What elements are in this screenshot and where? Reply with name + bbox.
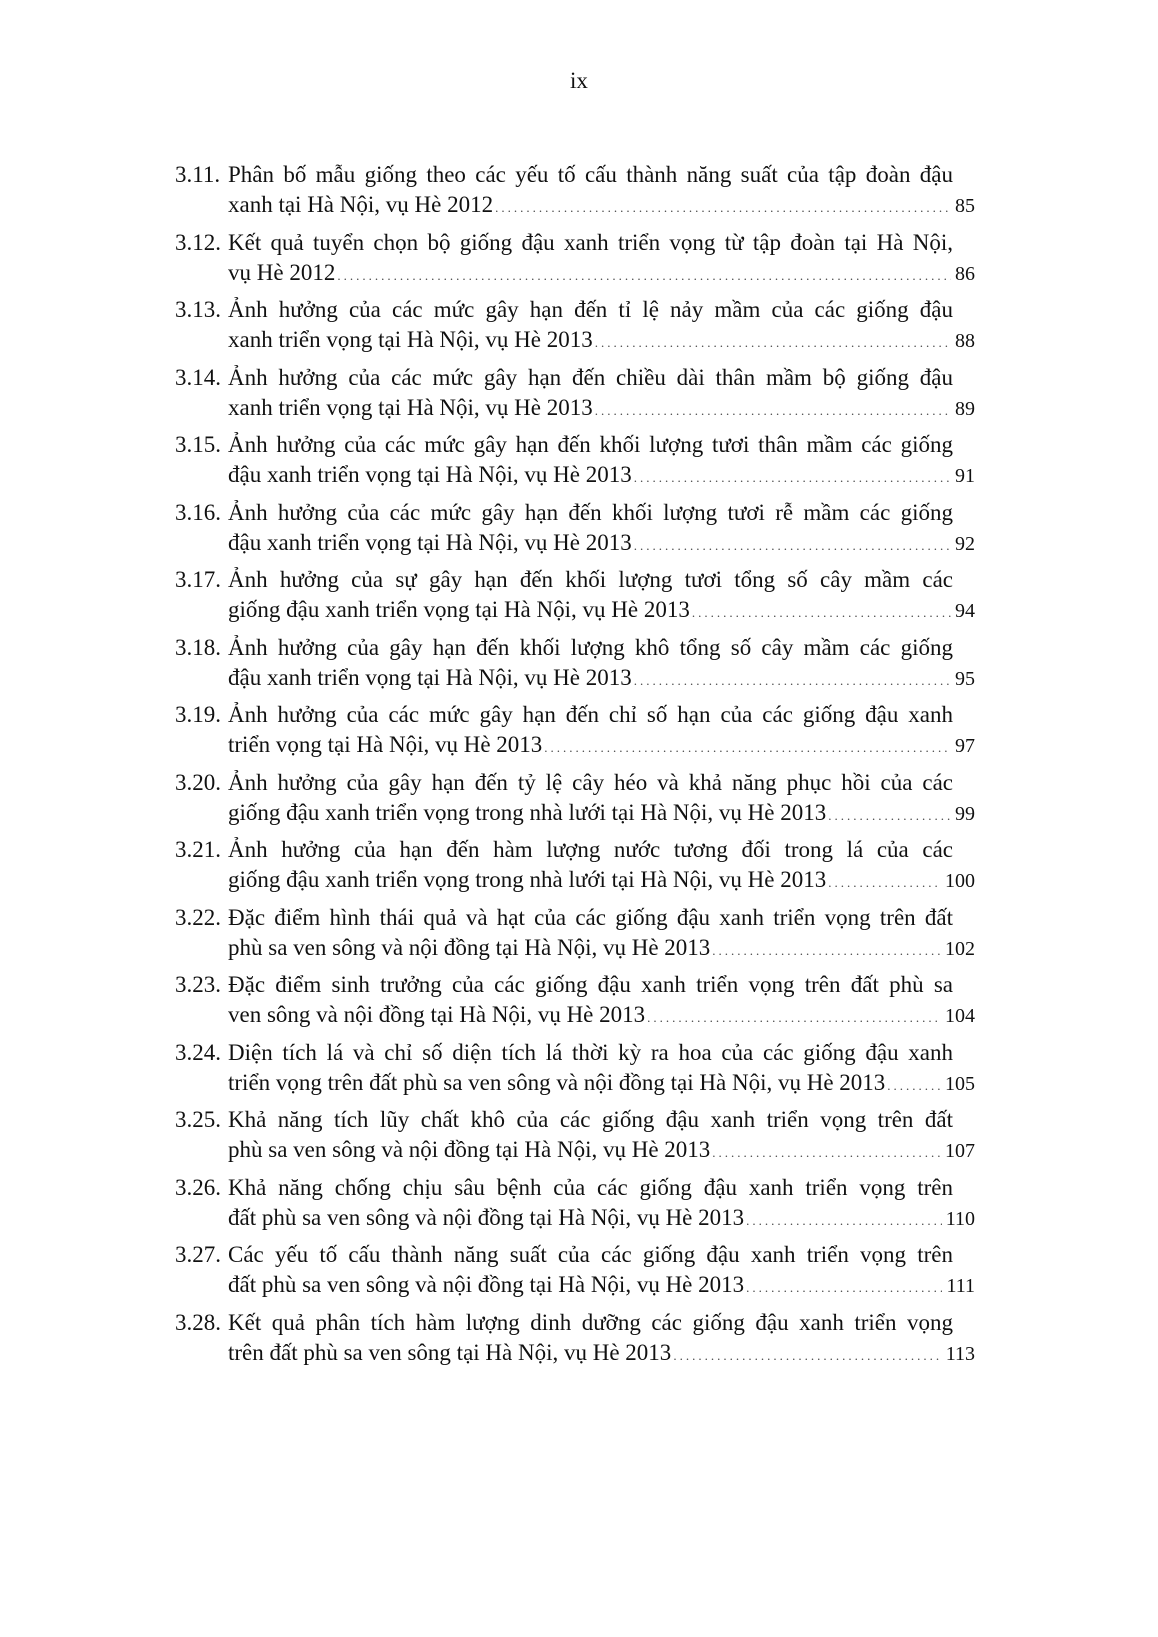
dot-leader (337, 261, 951, 291)
entry-title-line-1: Ảnh hưởng của các mức gây hạn đến chỉ số hạn của các giống đậu xanh (228, 702, 953, 727)
entry-title-line-1: Các yếu tố cấu thành năng suất của các giống đậu xanh triển vọng trên (228, 1242, 953, 1267)
entry-title-line-1: Ảnh hưởng của các mức gây hạn đến tỉ lệ nảy mầm của các giống đậu (228, 297, 953, 322)
entry-title-line-2: vụ Hè 2012 (228, 259, 336, 285)
dot-leader (634, 531, 951, 561)
entry-page-number: 99 (955, 802, 975, 825)
toc-entry[interactable] (175, 700, 975, 768)
entry-title-line-2: đất phù sa ven sông và nội đồng tại Hà Nội, vụ Hè 2013 (228, 1204, 745, 1230)
entry-title-line-1: Ảnh hưởng của sự gây hạn đến khối lượng tươi tổng số cây mầm các (228, 567, 953, 592)
toc-entry[interactable] (175, 430, 975, 498)
toc-entry[interactable] (175, 768, 975, 836)
entry-page-number: 94 (955, 600, 975, 622)
dot-leader (712, 1138, 941, 1168)
dot-leader (692, 598, 951, 628)
toc-entry[interactable] (175, 903, 975, 971)
toc-entry[interactable] (175, 498, 975, 566)
entry-title-line-2: đậu xanh triển vọng tại Hà Nội, vụ Hè 2013 (228, 462, 632, 487)
entry-title-line-1: Khả năng chống chịu sâu bệnh của các giống đậu xanh triển vọng trên (228, 1174, 953, 1200)
dot-leader (647, 1003, 941, 1033)
entry-number: 3.27. (175, 1242, 221, 1267)
toc-entry[interactable] (175, 1038, 975, 1106)
dot-leader (595, 396, 951, 426)
toc-entry[interactable] (175, 160, 975, 228)
entry-number: 3.19. (175, 702, 221, 727)
entry-number: 3.21. (175, 837, 221, 862)
entry-title-line-2: đất phù sa ven sông và nội đồng tại Hà Nội, vụ Hè 2013 (228, 1272, 745, 1297)
entry-title-line-2: đậu xanh triển vọng tại Hà Nội, vụ Hè 2013 (228, 529, 632, 555)
entry-number: 3.11. (175, 162, 221, 187)
entry-page-number: 104 (945, 1005, 975, 1027)
entry-title-line-2: giống đậu xanh triển vọng trong nhà lưới tại Hà Nội, vụ Hè 2013 (228, 799, 827, 825)
entry-page-number: 110 (945, 1207, 975, 1230)
entry-title-line-1: Phân bố mẫu giống theo các yếu tố cấu thành năng suất của tập đoàn đậu (228, 162, 953, 187)
entry-title-line-1: Ảnh hưởng của gây hạn đến khối lượng khô tổng số cây mầm các giống (228, 634, 953, 660)
dot-leader (673, 1341, 941, 1371)
entry-number: 3.18. (175, 634, 221, 660)
entry-title-line-2: trên đất phù sa ven sông tại Hà Nội, vụ Hè 2013 (228, 1339, 672, 1365)
entry-title-line-2: đậu xanh triển vọng tại Hà Nội, vụ Hè 2013 (228, 664, 632, 690)
entry-number: 3.25. (175, 1107, 221, 1132)
entry-title-line-2: phù sa ven sông và nội đồng tại Hà Nội, vụ Hè 2013 (228, 1137, 711, 1162)
dot-leader (828, 868, 941, 898)
dot-leader (887, 1071, 941, 1101)
dot-leader (712, 936, 941, 966)
page-number: ix (570, 68, 588, 93)
entry-page-number: 102 (945, 937, 975, 960)
entry-page-number: 100 (945, 870, 975, 892)
entry-title-line-1: Ảnh hưởng của các mức gây hạn đến khối lượng tươi rễ mầm các giống (228, 499, 953, 525)
entry-page-number: 113 (945, 1342, 975, 1365)
toc-entry[interactable] (175, 633, 975, 701)
entry-number: 3.20. (175, 769, 221, 795)
entry-number: 3.17. (175, 567, 221, 592)
entry-title-line-2: phù sa ven sông và nội đồng tại Hà Nội, vụ Hè 2013 (228, 934, 711, 960)
toc-entry[interactable] (175, 1308, 975, 1376)
entry-number: 3.24. (175, 1039, 221, 1065)
toc-entry[interactable] (175, 970, 975, 1038)
toc-entry[interactable] (175, 1173, 975, 1241)
dot-leader (544, 733, 951, 763)
toc-entry[interactable] (175, 363, 975, 431)
entry-title-line-1: Kết quả phân tích hàm lượng dinh dưỡng các giống đậu xanh triển vọng (228, 1309, 953, 1335)
entry-number: 3.15. (175, 432, 221, 457)
dot-leader (634, 666, 951, 696)
entry-number: 3.16. (175, 499, 221, 525)
toc-entry[interactable] (175, 835, 975, 903)
entry-title-line-1: Khả năng tích lũy chất khô của các giống đậu xanh triển vọng trên đất (228, 1107, 953, 1132)
entry-page-number: 105 (945, 1072, 975, 1095)
entry-title-line-2: triển vọng trên đất phù sa ven sông và nội đồng tại Hà Nội, vụ Hè 2013 (228, 1069, 886, 1095)
entry-title-line-1: Ảnh hưởng của các mức gây hạn đến khối lượng tươi thân mầm các giống (228, 432, 953, 457)
entry-page-number: 86 (955, 262, 975, 285)
entry-page-number: 107 (945, 1140, 975, 1162)
entry-title-line-1: Ảnh hưởng của gây hạn đến tỷ lệ cây héo và khả năng phục hồi của các (228, 769, 953, 795)
dot-leader (746, 1273, 942, 1303)
entry-title-line-2: xanh triển vọng tại Hà Nội, vụ Hè 2013 (228, 394, 593, 420)
entry-page-number: 111 (946, 1275, 975, 1297)
entry-number: 3.14. (175, 364, 221, 390)
entry-title-line-2: giống đậu xanh triển vọng tại Hà Nội, vụ Hè 2013 (228, 597, 690, 622)
entry-title-line-1: Đặc điểm sinh trưởng của các giống đậu xanh triển vọng trên đất phù sa (228, 972, 953, 997)
dot-leader (746, 1206, 942, 1236)
entry-title-line-1: Đặc điểm hình thái quả và hạt của các giống đậu xanh triển vọng trên đất (228, 904, 953, 930)
toc-entry[interactable] (175, 295, 975, 363)
entry-number: 3.22. (175, 904, 221, 930)
entry-number: 3.28. (175, 1309, 221, 1335)
entry-page-number: 95 (955, 667, 975, 690)
entry-number: 3.23. (175, 972, 221, 997)
table-list (175, 160, 975, 1375)
entry-number: 3.12. (175, 229, 221, 255)
toc-entry[interactable] (175, 1105, 975, 1173)
toc-entry[interactable] (175, 565, 975, 633)
dot-leader (634, 463, 951, 493)
entry-page-number: 97 (955, 735, 975, 757)
entry-page-number: 88 (955, 330, 975, 352)
entry-title-line-2: triển vọng tại Hà Nội, vụ Hè 2013 (228, 732, 543, 757)
entry-title-line-2: xanh triển vọng tại Hà Nội, vụ Hè 2013 (228, 327, 593, 352)
entry-title-line-1: Ảnh hưởng của hạn đến hàm lượng nước tương đối trong lá của các (228, 837, 953, 862)
entry-title-line-2: giống đậu xanh triển vọng trong nhà lưới tại Hà Nội, vụ Hè 2013 (228, 867, 827, 892)
entry-page-number: 92 (955, 532, 975, 555)
entry-page-number: 91 (955, 465, 975, 487)
entry-title-line-1: Diện tích lá và chỉ số diện tích lá thời kỳ ra hoa của các giống đậu xanh (228, 1039, 953, 1065)
entry-page-number: 85 (955, 195, 975, 217)
dot-leader (595, 328, 951, 358)
entry-number: 3.13. (175, 297, 221, 322)
toc-entry[interactable] (175, 228, 975, 296)
entry-page-number: 89 (955, 397, 975, 420)
entry-number: 3.26. (175, 1174, 221, 1200)
dot-leader (828, 801, 951, 831)
entry-title-line-2: xanh tại Hà Nội, vụ Hè 2012 (228, 192, 494, 217)
entry-title-line-1: Ảnh hưởng của các mức gây hạn đến chiều dài thân mầm bộ giống đậu (228, 364, 953, 390)
dot-leader (495, 193, 951, 223)
entry-title-line-2: ven sông và nội đồng tại Hà Nội, vụ Hè 2013 (228, 1002, 646, 1027)
toc-entry[interactable] (175, 1240, 975, 1308)
entry-title-line-1: Kết quả tuyển chọn bộ giống đậu xanh triển vọng từ tập đoàn tại Hà Nội, (228, 229, 953, 255)
